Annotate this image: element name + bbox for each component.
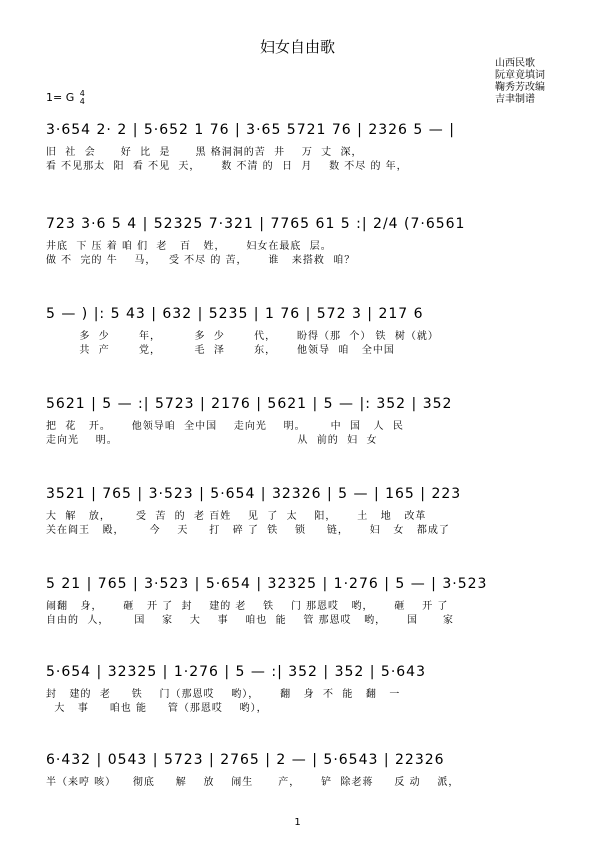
lyric-verse-1: 井底 下 压 着 咱 们 老 百 姓， 妇女在最底 层。 [46, 241, 332, 252]
credit-line: 鞠秀芳改编 [495, 82, 545, 93]
lyric-verse-1: 多 少 年， 多 少 代， 盼得（那 个） 铁 树（就） [46, 331, 439, 342]
notation-line: 5·654 | 32325 | 1·276 | 5 — :| 352 | 352 | 5·643 [46, 664, 426, 680]
lyric-verse-2: 看 不见那太 阳 看 不见 天， 数 不清 的 日 月 数 不尽 的 年， [46, 161, 408, 172]
time-top: 4 [79, 89, 85, 98]
score-system [46, 576, 556, 628]
score-system [46, 486, 556, 538]
time-signature [80, 90, 85, 106]
lyric-verse-2: 大 事 咱也 能 管（那恩哎 哟）， [46, 703, 268, 714]
credits [495, 58, 545, 106]
score-system [46, 216, 556, 268]
lyric-verse-2: 自由的 人， 国 家 大 事 咱也 能 管 那恩哎 哟， 国 家 [46, 615, 455, 626]
song-title: 妇女自由歌 [259, 38, 335, 56]
lyric-verse-2: 走向光 明。 从 前的 妇 女 [46, 435, 378, 446]
notation-line: 3·654 2· 2 | 5·652 1 76 | 3·65 5721 76 | 2326 5 — | [46, 122, 455, 138]
lyric-verse-1: 闹翻 身， 砸 开 了 封 建的 老 铁 门 那恩哎 哟， 砸 开 了 [46, 601, 449, 612]
score-system [46, 752, 556, 790]
lyric-verse-2: 关在阎王 殿， 今 天 打 碎 了 铁 锁 链， 妇 女 都成了 [46, 525, 450, 536]
score-system [46, 306, 556, 358]
notation-line: 5 21 | 765 | 3·523 | 5·654 | 32325 | 1·276 | 5 — | 3·523 [46, 576, 488, 592]
notation-line: 5621 | 5 — :| 5723 | 2176 | 5621 | 5 — |: 352 | 352 [46, 396, 453, 412]
lyric-verse-1: 半（来哼 咳） 彻底 解 放 闹生 产， 铲 除老蒋 反 动 派， [46, 777, 460, 788]
credit-line: 吉聿制谱 [495, 94, 535, 105]
notation-line: 5 — ) |: 5 43 | 632 | 5235 | 1 76 | 572 3 | 217 6 [46, 306, 424, 322]
credit-line: 阮章竟填词 [495, 70, 545, 81]
score-system [46, 664, 556, 716]
lyric-verse-2: 共 产 党， 毛 泽 东， 他领导 咱 全中国 [46, 345, 395, 356]
score-system [46, 122, 556, 174]
notation-line: 6·432 | 0543 | 5723 | 2765 | 2 — | 5·6543 | 22326 [46, 752, 445, 768]
page-number: 1 [294, 817, 301, 828]
key-signature [46, 90, 85, 106]
notation-line: 723 3·6 5 4 | 52325 7·321 | 7765 61 5 :| 2/4 (7·6561 [46, 216, 466, 232]
time-bottom: 4 [79, 97, 85, 106]
credit-line: 山西民歌 [495, 58, 535, 69]
score-system [46, 396, 556, 448]
key-label: 1= G [46, 91, 75, 104]
lyric-verse-1: 大 解 放， 受 苦 的 老 百姓 见 了 太 阳， 土 地 改革 [46, 511, 427, 522]
lyric-verse-1: 封 建的 老 铁 门（那恩哎 哟）， 翻 身 不 能 翻 一 [46, 689, 401, 700]
lyric-verse-1: 旧 社 会 好 比 是 黑 格洞洞的苦 井 万 丈 深， [46, 147, 363, 158]
lyric-verse-2: 做 不 完的 牛 马， 受 不尽 的 苦， 谁 来搭救 咱？ [46, 255, 356, 266]
lyric-verse-1: 把 花 开。 他领导咱 全中国 走向光 明。 中 国 人 民 [46, 421, 404, 432]
notation-line: 3521 | 765 | 3·523 | 5·654 | 32326 | 5 — | 165 | 223 [46, 486, 462, 502]
